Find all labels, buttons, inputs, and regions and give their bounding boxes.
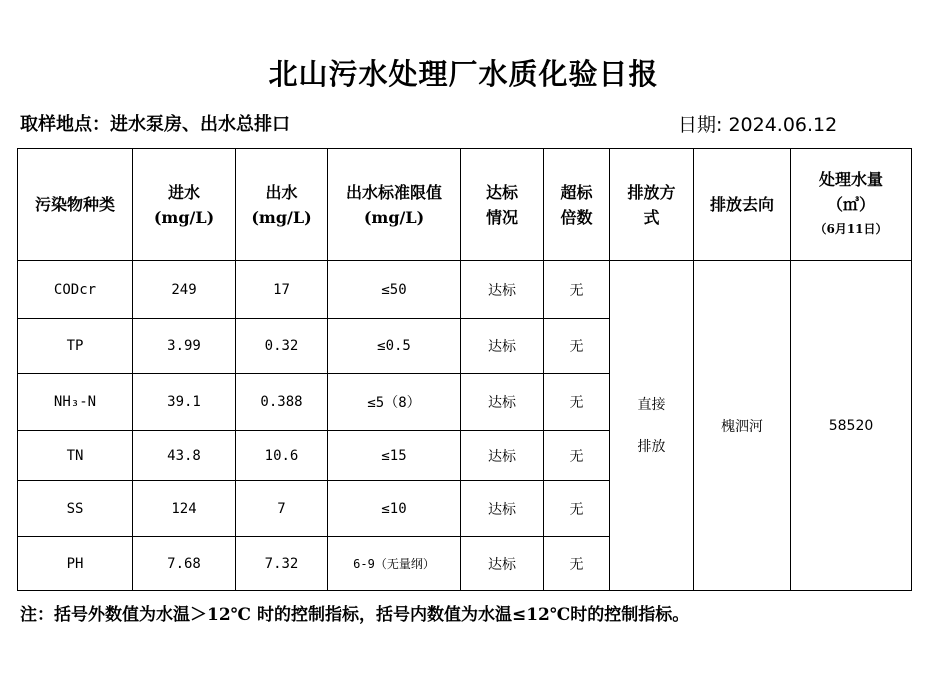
- row-outlet: 0.388: [236, 374, 328, 431]
- row-inlet: 124: [133, 481, 236, 537]
- header-method: 排放方 式: [610, 149, 694, 261]
- row-status: 达标: [461, 481, 544, 537]
- discharge-destination: 槐泗河: [694, 261, 791, 591]
- row-outlet: 7.32: [236, 537, 328, 591]
- header-outlet: 出水 (mg/L): [236, 149, 328, 261]
- row-excess: 无: [544, 537, 610, 591]
- sampling-location: 取样地点：进水泵房、出水总排口: [20, 114, 290, 135]
- row-excess: 无: [544, 481, 610, 537]
- row-item: NH₃-N: [18, 374, 133, 431]
- row-limit: ≤0.5: [328, 319, 461, 374]
- header-excess: 超标 倍数: [544, 149, 610, 261]
- header-destination: 排放去向: [694, 149, 791, 261]
- row-inlet: 7.68: [133, 537, 236, 591]
- row-excess: 无: [544, 431, 610, 481]
- header-status: 达标 情况: [461, 149, 544, 261]
- row-status: 达标: [461, 319, 544, 374]
- row-status: 达标: [461, 261, 544, 319]
- row-excess: 无: [544, 261, 610, 319]
- row-outlet: 17: [236, 261, 328, 319]
- row-excess: 无: [544, 374, 610, 431]
- row-inlet: 249: [133, 261, 236, 319]
- row-item: PH: [18, 537, 133, 591]
- footnote: 注：括号外数值为水温＞12℃ 时的控制指标，括号内数值为水温≤12℃时的控制指标。: [20, 605, 690, 625]
- header-limit: 出水标准限值 (mg/L): [328, 149, 461, 261]
- row-item: CODcr: [18, 261, 133, 319]
- row-outlet: 0.32: [236, 319, 328, 374]
- water-quality-table: [17, 148, 912, 591]
- row-outlet: 10.6: [236, 431, 328, 481]
- row-item: TP: [18, 319, 133, 374]
- report-title: 北山污水处理厂水质化验日报: [268, 57, 659, 91]
- row-limit: ≤10: [328, 481, 461, 537]
- row-inlet: 39.1: [133, 374, 236, 431]
- row-status: 达标: [461, 537, 544, 591]
- header-pollutant: 污染物种类: [18, 149, 133, 261]
- row-limit: ≤5（8）: [328, 374, 461, 431]
- treated-volume: 58520: [791, 261, 912, 591]
- header-volume: 处理水量 （㎥） （6月11日）: [791, 149, 912, 261]
- table-row: [18, 261, 912, 319]
- row-item: SS: [18, 481, 133, 537]
- table-header-row: [18, 149, 912, 261]
- row-excess: 无: [544, 319, 610, 374]
- row-limit: ≤15: [328, 431, 461, 481]
- header-inlet: 进水 (mg/L): [133, 149, 236, 261]
- report-date: 日期: 2024.06.12: [678, 114, 838, 136]
- row-inlet: 3.99: [133, 319, 236, 374]
- row-item: TN: [18, 431, 133, 481]
- row-status: 达标: [461, 374, 544, 431]
- row-limit: ≤50: [328, 261, 461, 319]
- row-outlet: 7: [236, 481, 328, 537]
- row-inlet: 43.8: [133, 431, 236, 481]
- row-status: 达标: [461, 431, 544, 481]
- row-limit: 6-9（无量纲）: [328, 537, 461, 591]
- discharge-method: 直接 排放: [610, 261, 694, 591]
